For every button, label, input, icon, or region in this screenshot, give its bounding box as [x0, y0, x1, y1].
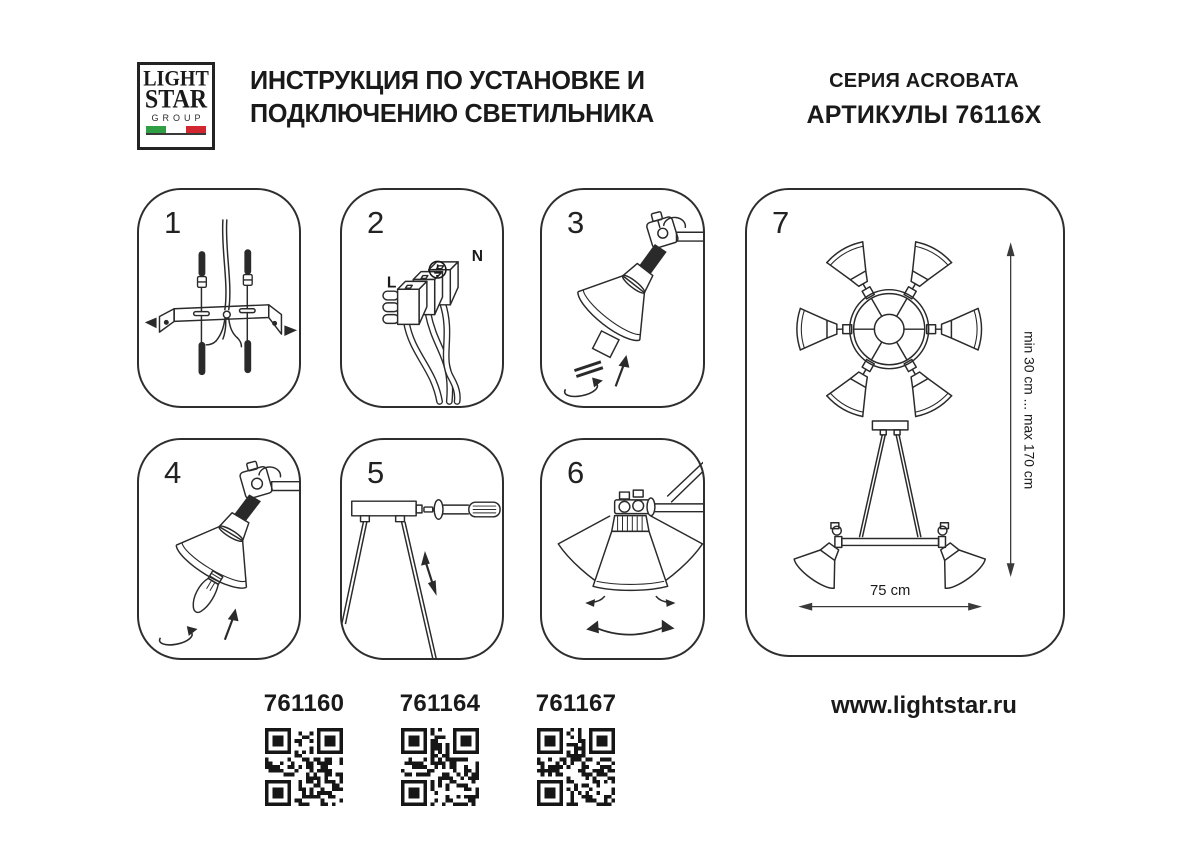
article-number: 761164	[399, 690, 481, 717]
step-panel-7	[745, 188, 1065, 657]
fixture-top-view	[797, 239, 982, 420]
rotate-arrow-icon	[160, 632, 193, 645]
step-panel-6	[540, 438, 705, 660]
wall-anchor	[244, 249, 251, 274]
swing-arrow-icon	[593, 626, 668, 635]
article-number: 761167	[535, 690, 617, 717]
bulb-installation-diagram	[139, 440, 299, 658]
step-panel-2	[340, 188, 504, 408]
article-number: 761160	[263, 690, 345, 717]
logo-word-group: GROUP	[151, 113, 205, 123]
lightstar-logo	[137, 62, 215, 150]
terminal-block	[398, 262, 458, 324]
step-number: 4	[164, 455, 182, 490]
fixture-side-view	[791, 421, 989, 593]
screwdriver-icon	[424, 500, 500, 520]
article-column-3	[511, 690, 641, 811]
height-dimension-label: min 30 cm ... max 170 cm	[1021, 331, 1038, 490]
step-panel-4	[137, 438, 301, 660]
qr-code	[265, 728, 343, 806]
fixing-ring	[574, 362, 602, 377]
series-info	[784, 70, 1064, 130]
step-panel-3	[540, 188, 705, 408]
ceiling-canopy	[352, 501, 416, 516]
lamp-shade	[572, 245, 676, 348]
step-number: 5	[367, 455, 385, 490]
page-title	[250, 64, 654, 130]
terminal-label-neutral: N	[471, 247, 484, 265]
step-number: 1	[164, 205, 182, 240]
canopy-screwdriver-diagram	[342, 440, 502, 658]
qr-code	[401, 728, 479, 806]
title-line-2: ПОДКЛЮЧЕНИЮ СВЕТИЛЬНИКА	[250, 98, 654, 128]
step-number: 6	[567, 455, 585, 490]
step-number: 7	[772, 205, 790, 240]
logo-word-star: STAR	[144, 85, 208, 115]
step-number: 3	[567, 205, 585, 240]
step-panel-1	[137, 188, 301, 408]
series-label: СЕРИЯ ACROBATA	[829, 70, 1019, 92]
width-dimension-label: 75 cm	[870, 582, 911, 599]
shade-neck	[235, 494, 261, 521]
lamp-holder	[593, 331, 619, 357]
lamp-shade	[171, 497, 276, 596]
arrow-left-icon	[145, 318, 157, 329]
step-panel-5	[340, 438, 504, 660]
up-down-arrow-icon	[426, 563, 433, 584]
logo-word-light: LIGHT	[143, 66, 209, 92]
rotate-arrow-icon	[565, 383, 598, 396]
lamp-shade-front	[593, 531, 668, 590]
fixture-dimensions-diagram	[747, 190, 1063, 655]
terminal-label-live: L	[386, 274, 397, 292]
arrow-right-icon	[284, 325, 297, 336]
articles-label: АРТИКУЛЫ 76116X	[806, 101, 1042, 129]
article-column-2	[375, 690, 505, 811]
article-column-1	[239, 690, 369, 811]
italian-flag-stripe	[146, 126, 206, 135]
wall-anchor	[199, 251, 206, 276]
qr-code	[537, 728, 615, 806]
ceiling-bracket-screws-diagram	[139, 190, 299, 406]
terminal-block-wiring-diagram	[342, 190, 502, 406]
screw	[244, 340, 251, 373]
title-line-1: ИНСТРУКЦИЯ ПО УСТАНОВКЕ И	[250, 65, 645, 95]
website-url: www.lightstar.ru	[831, 692, 1017, 719]
step-number: 2	[367, 205, 385, 240]
screw	[199, 342, 206, 375]
light-bulb	[187, 569, 224, 616]
